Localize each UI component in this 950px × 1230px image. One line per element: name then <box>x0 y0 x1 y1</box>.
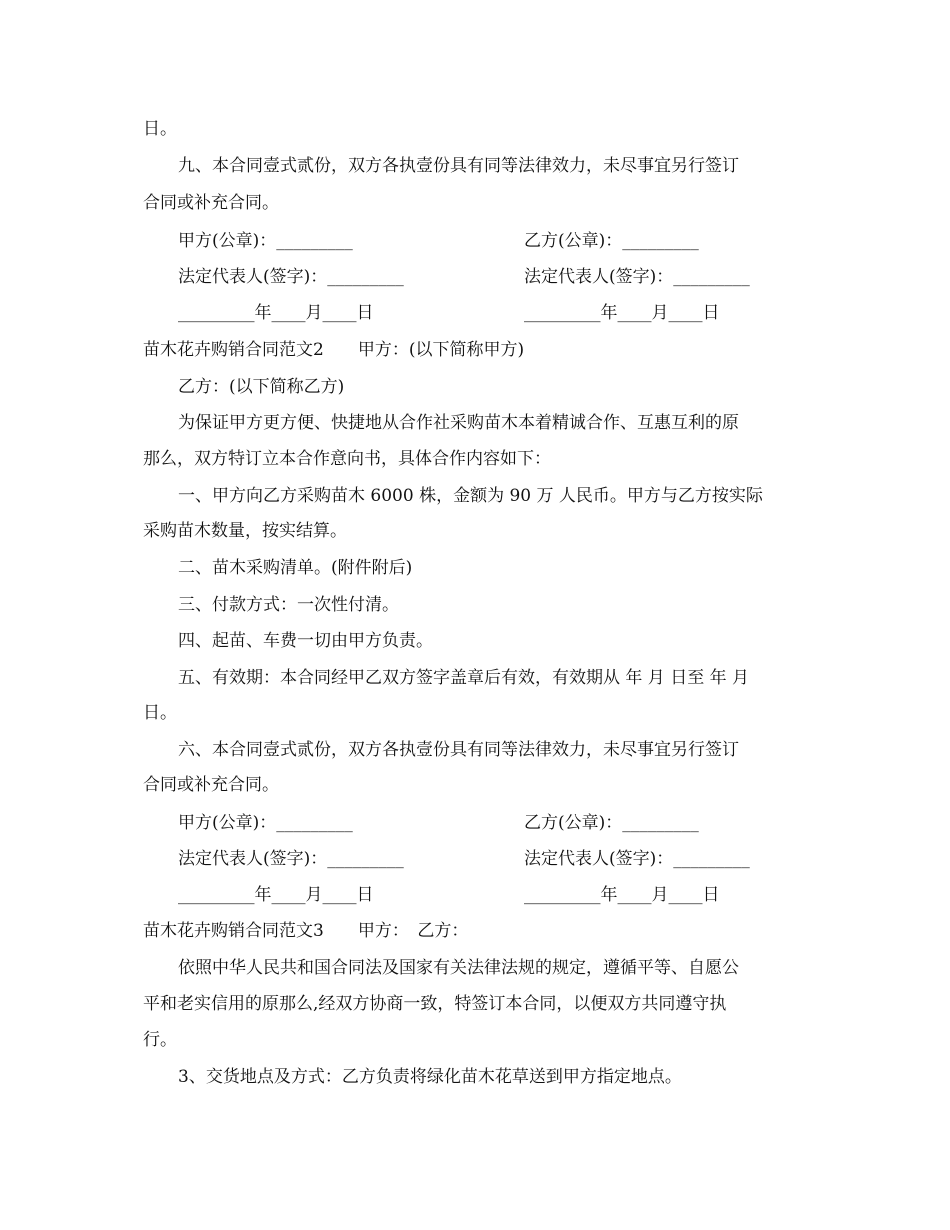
signature-date-a: _________年____月____日 <box>178 303 374 323</box>
text-line: 3、交货地点及方式：乙方负责将绿化苗木花草送到甲方指定地点。 <box>178 1067 682 1087</box>
text-line: 五、有效期：本合同经甲乙双方签字盖章后有效，有效期从 年 月 日至 年 月 <box>178 668 750 688</box>
text-line: 三、付款方式：一次性付清。 <box>178 595 399 615</box>
text-line: 六、本合同壹式贰份，双方各执壹份具有同等法律效力，未尽事宜另行签订 <box>178 740 739 760</box>
text-line: 九、本合同壹式贰份，双方各执壹份具有同等法律效力，未尽事宜另行签订 <box>178 156 739 176</box>
text-line: 日。 <box>143 119 177 139</box>
text-line: 四、起苗、车费一切由甲方负责。 <box>178 631 433 651</box>
section-title: 苗木花卉购销合同范文3 甲方： 乙方： <box>143 921 469 941</box>
signature-date-b: _________年____月____日 <box>524 885 720 905</box>
text-line: 合同或补充合同。 <box>143 775 279 795</box>
signature-rep-a: 法定代表人(签字)：_________ <box>178 849 404 869</box>
signature-date-a: _________年____月____日 <box>178 885 374 905</box>
signature-rep-a: 法定代表人(签字)：_________ <box>178 267 404 287</box>
text-line: 平和老实信用的原那么,经双方协商一致，特签订本合同，以便双方共同遵守执 <box>143 994 727 1014</box>
text-line: 采购苗木数量，按实结算。 <box>143 521 347 541</box>
signature-date-b: _________年____月____日 <box>524 303 720 323</box>
text-line: 依照中华人民共和国合同法及国家有关法律法规的规定，遵循平等、自愿公 <box>178 958 739 978</box>
text-line: 为保证甲方更方便、快捷地从合作社采购苗木本着精诚合作、互惠互利的原 <box>178 413 739 433</box>
text-line: 日。 <box>143 703 177 723</box>
signature-seal-b: 乙方(公章)：_________ <box>524 231 699 251</box>
signature-seal-a: 甲方(公章)：_________ <box>178 813 353 833</box>
text-line: 合同或补充合同。 <box>143 193 279 213</box>
text-line: 乙方：(以下简称乙方) <box>178 377 345 397</box>
text-line: 行。 <box>143 1030 177 1050</box>
signature-seal-a: 甲方(公章)：_________ <box>178 231 353 251</box>
signature-rep-b: 法定代表人(签字)：_________ <box>524 267 750 287</box>
text-line: 一、甲方向乙方采购苗木 6000 株，金额为 90 万 人民币。甲方与乙方按实际 <box>178 486 763 506</box>
text-line: 二、苗木采购清单。(附件附后) <box>178 558 413 578</box>
signature-seal-b: 乙方(公章)：_________ <box>524 813 699 833</box>
section-title: 苗木花卉购销合同范文2 甲方：(以下简称甲方) <box>143 340 525 360</box>
signature-rep-b: 法定代表人(签字)：_________ <box>524 849 750 869</box>
text-line: 那么，双方特订立本合作意向书，具体合作内容如下： <box>143 449 551 469</box>
